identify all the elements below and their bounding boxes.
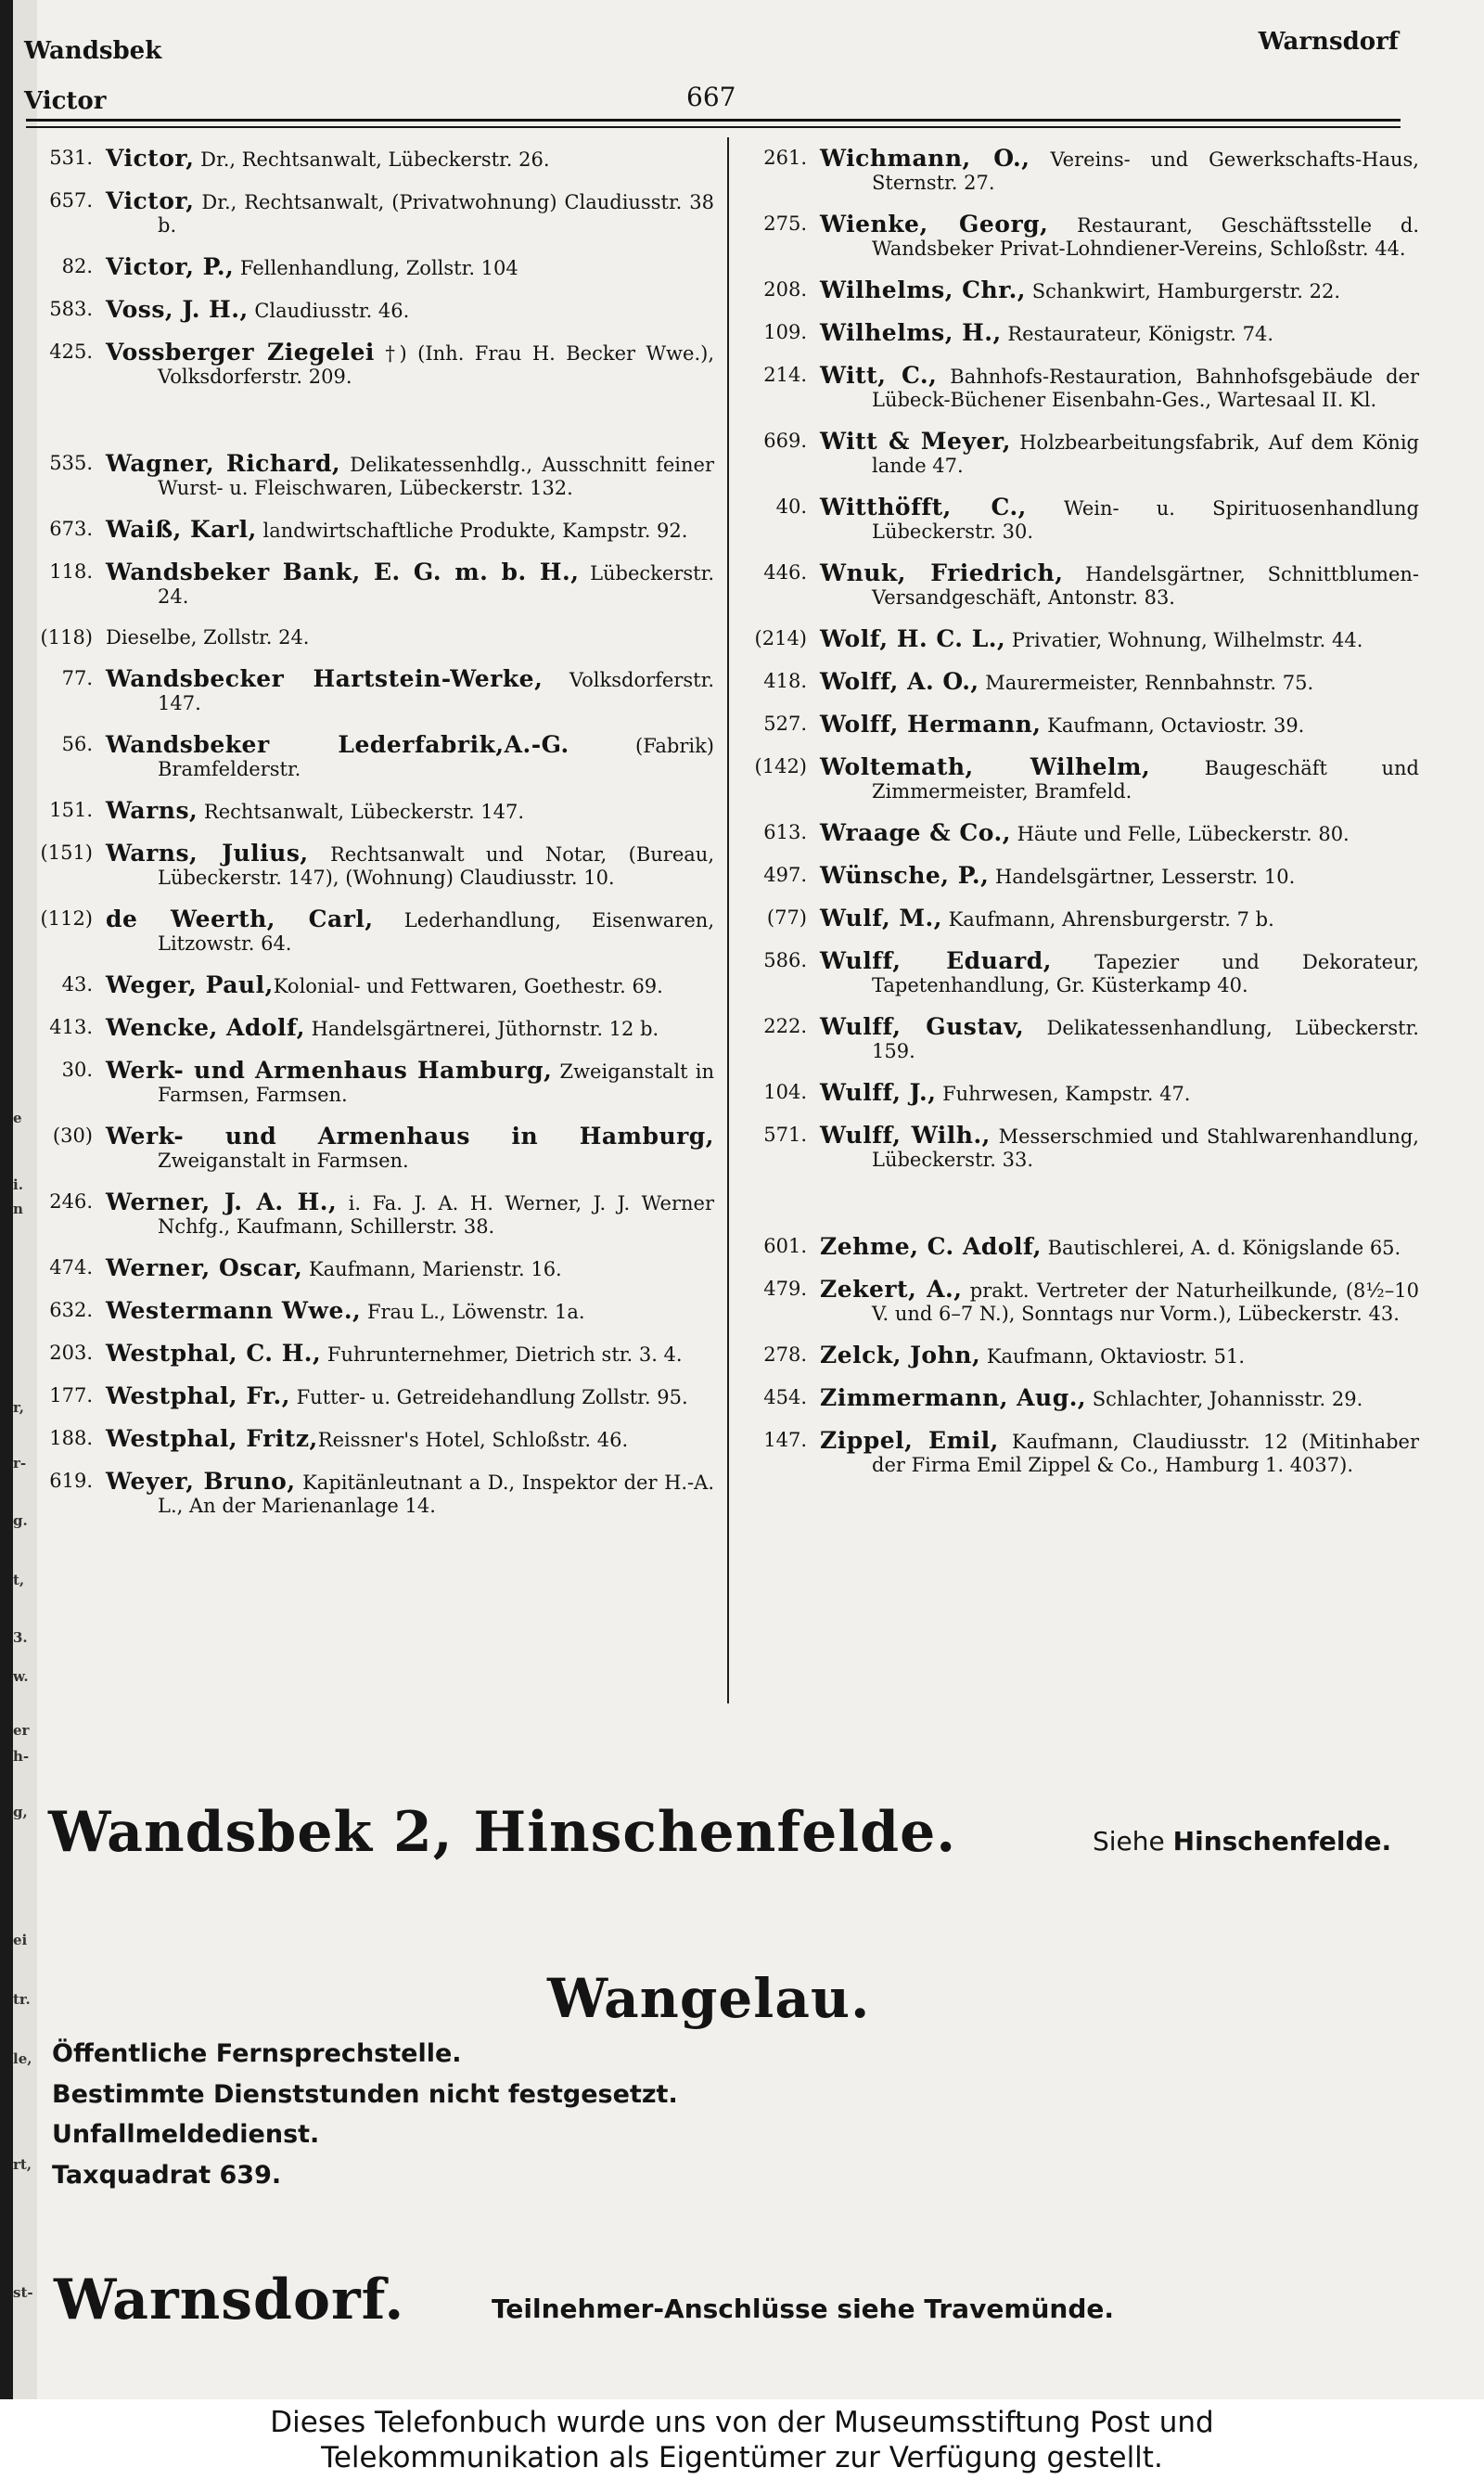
- entry-body: [820, 1429, 1419, 1477]
- entry-details: Reissner's Hotel, Schloßstr. 46.: [317, 1429, 629, 1451]
- subscriber-name: Wilhelms, Chr.,: [820, 276, 1027, 303]
- directory-entry: [28, 907, 714, 956]
- phone-number: (151): [40, 842, 93, 864]
- directory-entry: [28, 1059, 714, 1107]
- subscriber-name: Victor,: [106, 187, 195, 214]
- directory-entry: [28, 1342, 714, 1367]
- subscriber-name: Werner, J. A. H.,: [106, 1189, 338, 1215]
- directory-entry: [28, 1427, 714, 1452]
- subscriber-name: Westphal, C. H.,: [106, 1340, 322, 1367]
- directory-entry: [742, 821, 1419, 846]
- info-line: Öffentliche Fernsprechstelle.: [52, 2039, 462, 2068]
- entry-body: [106, 298, 714, 323]
- entry-body: [820, 364, 1419, 412]
- entry-details: †) (Inh. Frau H. Becker Wwe.), Volksdorferstr. 209.: [158, 342, 714, 388]
- phone-number: 474.: [49, 1256, 93, 1279]
- phone-number: 657.: [49, 189, 93, 212]
- entry-details: Maurermeister, Rennbahnstr. 75.: [979, 672, 1314, 694]
- phone-number: 82.: [61, 255, 93, 277]
- entry-details: Vereins- und Gewerkschafts-Haus, Sternstr. 27.: [872, 148, 1419, 194]
- entry-details: Rechtsanwalt und Notar, (Bureau, Lübeckerstr. 147), (Wohnung) Claudiusstr. 10.: [158, 843, 714, 889]
- phone-number: 613.: [763, 821, 807, 843]
- entry-details: Frau L., Löwenstr. 1a.: [361, 1301, 585, 1323]
- subscriber-name: Zehme, C. Adolf,: [820, 1233, 1042, 1260]
- entry-details: Holzbearbeitungsfabrik, Auf dem König lande 47.: [872, 431, 1419, 477]
- entry-details: Zweiganstalt in Farmsen.: [158, 1150, 409, 1172]
- entry-details: Dieselbe, Zollstr. 24.: [106, 626, 310, 649]
- gutter-fragment: 3.: [13, 1629, 28, 1646]
- entry-body: [106, 1124, 714, 1173]
- gutter-fragment: w.: [13, 1668, 29, 1685]
- entry-details: Schlachter, Johannisstr. 29.: [1086, 1388, 1363, 1410]
- entry-details: Fuhrwesen, Kampstr. 47.: [936, 1083, 1191, 1105]
- phone-number: (77): [766, 906, 807, 929]
- binding-edge: [0, 0, 13, 2399]
- subscriber-name: Wulff, Wilh.,: [820, 1122, 991, 1149]
- entry-details: Dr., Rechtsanwalt, Lübeckerstr. 26.: [194, 148, 550, 171]
- entry-body: [820, 321, 1419, 346]
- directory-entry: [28, 1190, 714, 1239]
- entry-details: Delikatessenhdlg., Ausschnitt feiner Wurst- u. Fleischwaren, Lübeckerstr. 132.: [158, 454, 714, 499]
- entry-details: Kaufmann, Oktaviostr. 51.: [980, 1345, 1246, 1368]
- entry-details: Delikatessenhandlung, Lübeckerstr. 159.: [872, 1017, 1419, 1062]
- directory-entry: [742, 627, 1419, 652]
- subscriber-name: Wienke, Georg,: [820, 211, 1049, 238]
- entry-details: Lübeckerstr. 24.: [158, 562, 714, 608]
- entry-body: [820, 713, 1419, 738]
- gutter-fragment: g.: [13, 1512, 28, 1529]
- header-rule: [26, 119, 1401, 122]
- entry-body: [106, 1059, 714, 1107]
- directory-entry: [742, 430, 1419, 478]
- directory-entry: [28, 973, 714, 998]
- section-title-wangelau: Wangelau.: [547, 1967, 871, 2030]
- entry-body: [106, 1342, 714, 1367]
- directory-entry: [28, 560, 714, 609]
- directory-entry: [742, 906, 1419, 932]
- entry-body: [820, 864, 1419, 889]
- entry-body: [106, 626, 714, 649]
- gutter-fragment: tr.: [13, 1991, 31, 2008]
- entry-body: [106, 973, 714, 998]
- phone-number: 151.: [49, 799, 93, 821]
- gutter-fragment: rt,: [13, 2156, 32, 2173]
- subscriber-name: Wagner, Richard,: [106, 450, 341, 477]
- subscriber-name: Wichmann, O.,: [820, 145, 1030, 172]
- gutter-fragment: st-: [13, 2284, 33, 2301]
- entry-details: Claudiusstr. 46.: [248, 300, 410, 322]
- entry-body: [820, 495, 1419, 544]
- directory-entry: [742, 147, 1419, 195]
- directory-entry: [28, 799, 714, 824]
- gutter-fragment: t,: [13, 1572, 25, 1588]
- directory-entry: [742, 321, 1419, 346]
- entry-details: Lederhandlung, Eisenwaren, Litzowstr. 64.: [158, 909, 714, 955]
- header-first-entry: Victor: [24, 87, 107, 115]
- subscriber-name: Waiß, Karl,: [106, 516, 257, 543]
- phone-number: 56.: [61, 733, 93, 755]
- subscriber-name: Wnuk, Friedrich,: [820, 559, 1064, 586]
- note-reference: Hinschenfelde.: [1172, 1826, 1392, 1857]
- section-note-warnsdorf: Teilnehmer-Anschlüsse siehe Travemünde.: [492, 2294, 1115, 2324]
- phone-number: 147.: [763, 1429, 807, 1451]
- subscriber-name: Victor, P.,: [106, 253, 235, 280]
- directory-entry: [28, 1470, 714, 1518]
- subscriber-name: Wünsche, P.,: [820, 862, 990, 889]
- entry-body: [106, 1427, 714, 1452]
- archive-footer: [0, 2399, 1484, 2480]
- entry-body: [820, 1081, 1419, 1106]
- subscriber-name: Westermann Wwe.,: [106, 1297, 362, 1324]
- subscriber-name: Woltemath, Wilhelm,: [820, 753, 1151, 780]
- subscriber-name: Werk- und Armenhaus in Hamburg,: [106, 1123, 714, 1150]
- directory-entry: [742, 949, 1419, 997]
- phone-number: 583.: [49, 298, 93, 320]
- subscriber-name: Werner, Oscar,: [106, 1254, 303, 1281]
- entry-body: [820, 1386, 1419, 1411]
- footer-line: Telekommunikation als Eigentümer zur Verfügung gestellt.: [321, 2441, 1163, 2474]
- directory-entry: [742, 670, 1419, 695]
- directory-entry: [742, 561, 1419, 610]
- phone-number: 261.: [763, 147, 807, 169]
- entry-details: Schankwirt, Hamburgerstr. 22.: [1026, 280, 1341, 302]
- subscriber-name: Witthöfft, C.,: [820, 494, 1027, 520]
- info-line: Taxquadrat 639.: [52, 2160, 282, 2190]
- directory-entry: [742, 755, 1419, 803]
- entry-body: [820, 430, 1419, 478]
- subscriber-name: Wulff, Gustav,: [820, 1013, 1025, 1040]
- directory-entry: [28, 842, 714, 890]
- phone-number: 673.: [49, 518, 93, 540]
- phone-number: 527.: [763, 713, 807, 735]
- right-column: [742, 147, 1419, 1495]
- column-divider: [727, 137, 729, 1703]
- entry-details: Wein- u. Spirituosenhandlung Lübeckerstr. 30.: [872, 497, 1419, 543]
- entry-details: Futter- u. Getreidehandlung Zollstr. 95.: [289, 1386, 688, 1408]
- phone-number: 246.: [49, 1190, 93, 1213]
- running-header-right: Warnsdorf: [1258, 28, 1399, 56]
- entry-body: [820, 147, 1419, 195]
- subscriber-name: Wulff, Eduard,: [820, 947, 1052, 974]
- phone-number: 278.: [763, 1343, 807, 1366]
- directory-entry: [28, 189, 714, 238]
- phone-number: 118.: [49, 560, 93, 583]
- phone-number: 413.: [49, 1016, 93, 1038]
- subscriber-name: Weger, Paul,: [106, 971, 274, 998]
- phone-number: 188.: [49, 1427, 93, 1449]
- entry-details: landwirtschaftliche Produkte, Kampstr. 92.: [256, 520, 688, 542]
- phone-number: 40.: [775, 495, 807, 518]
- directory-entry: [742, 1386, 1419, 1411]
- directory-entry: [28, 518, 714, 543]
- note-prefix: Siehe: [1093, 1826, 1173, 1857]
- footer-line: Dieses Telefonbuch wurde uns von der Museumsstiftung Post und: [270, 2406, 1214, 2439]
- phone-number: 104.: [763, 1081, 807, 1103]
- entry-body: [106, 1016, 714, 1041]
- entry-body: [106, 452, 714, 500]
- phone-number: 454.: [763, 1386, 807, 1408]
- phone-number: 446.: [763, 561, 807, 584]
- section-title-wandsbek-2: Wandsbek 2, Hinschenfelde.: [48, 1800, 957, 1865]
- entry-body: [820, 1278, 1419, 1326]
- entry-body: [820, 1124, 1419, 1172]
- entry-body: [106, 147, 714, 172]
- phone-number: 497.: [763, 864, 807, 886]
- entry-details: i. Fa. J. A. H. Werner, J. J. Werner Nchfg., Kaufmann, Schillerstr. 38.: [158, 1192, 714, 1238]
- entry-details: Kaufmann, Claudiusstr. 12 (Mitinhaber der Firma Emil Zippel & Co., Hamburg 1. 4037).: [872, 1431, 1420, 1476]
- gutter-fragment: r,: [13, 1399, 25, 1416]
- header-city: Wandsbek: [24, 37, 162, 65]
- info-line: Bestimmte Dienststunden nicht festgesetzt.: [52, 2079, 678, 2109]
- directory-entry: [28, 1016, 714, 1041]
- directory-entry: [28, 733, 714, 781]
- entry-body: [820, 821, 1419, 846]
- directory-entry: [28, 1299, 714, 1324]
- subscriber-name: Vossberger Ziegelei: [106, 339, 375, 366]
- subscriber-name: Warns, Julius,: [106, 840, 309, 867]
- entry-details: Kaufmann, Marienstr. 16.: [302, 1258, 562, 1280]
- directory-entry: [28, 626, 714, 649]
- entry-details: Handelsgärtner, Lesserstr. 10.: [989, 866, 1296, 888]
- entry-details: Privatier, Wohnung, Wilhelmstr. 44.: [1005, 629, 1363, 651]
- subscriber-name: Zekert, A.,: [820, 1276, 963, 1303]
- directory-entry: [28, 255, 714, 280]
- phone-number: (30): [52, 1124, 93, 1147]
- subscriber-name: Wolff, A. O.,: [820, 668, 979, 695]
- directory-entry: [742, 1015, 1419, 1063]
- gutter-fragment: r-: [13, 1455, 27, 1471]
- entry-body: [106, 667, 714, 715]
- entry-body: [106, 1190, 714, 1239]
- directory-entry: [742, 1278, 1419, 1326]
- entry-body: [820, 561, 1419, 610]
- subscriber-name: Zelck, John,: [820, 1342, 981, 1368]
- entry-body: [820, 949, 1419, 997]
- phone-number: 601.: [763, 1235, 807, 1257]
- phone-number: 30.: [61, 1059, 93, 1081]
- entry-details: (Fabrik) Bramfelderstr.: [158, 735, 714, 780]
- subscriber-name: Wolf, H. C. L.,: [820, 625, 1006, 652]
- entry-details: Handelsgärtnerei, Jüthornstr. 12 b.: [304, 1018, 659, 1040]
- subscriber-name: Zimmermann, Aug.,: [820, 1384, 1087, 1411]
- entry-body: [820, 1343, 1419, 1368]
- entry-details: Messerschmied und Stahlwarenhandlung, Lübeckerstr. 33.: [872, 1125, 1419, 1171]
- directory-entry: [28, 147, 714, 172]
- entry-body: [106, 1470, 714, 1518]
- phone-number: 535.: [49, 452, 93, 474]
- entry-body: [820, 1235, 1419, 1260]
- entry-body: [106, 518, 714, 543]
- entry-body: [820, 212, 1419, 261]
- entry-details: Baugeschäft und Zimmermeister, Bramfeld.: [872, 757, 1419, 803]
- gutter-fragment: h-: [13, 1748, 30, 1765]
- left-column: [28, 147, 714, 1536]
- phone-number: (112): [40, 907, 93, 930]
- phone-number: 619.: [49, 1470, 93, 1492]
- subscriber-name: Voss, J. H.,: [106, 296, 249, 323]
- directory-entry: [742, 495, 1419, 544]
- subscriber-name: Westphal, Fr.,: [106, 1382, 290, 1409]
- directory-entry: [742, 212, 1419, 261]
- phone-number: 531.: [49, 147, 93, 169]
- phone-number: 109.: [763, 321, 807, 343]
- entry-details: Dr., Rechtsanwalt, (Privatwohnung) Claudiusstr. 38 b.: [158, 191, 714, 237]
- entry-details: Restaurateur, Königstr. 74.: [1001, 323, 1274, 345]
- entry-body: [106, 1384, 714, 1409]
- entry-details: Bahnhofs-Restauration, Bahnhofsgebäude der Lübeck-Büchener Eisenbahn-Ges., Wartesaal II. Kl.: [872, 366, 1419, 411]
- subscriber-name: Wulff, J.,: [820, 1079, 937, 1106]
- phone-number: 43.: [61, 973, 93, 996]
- phone-number: (118): [40, 626, 93, 649]
- entry-details: Häute und Felle, Lübeckerstr. 80.: [1010, 823, 1350, 845]
- phone-number: 571.: [763, 1124, 807, 1146]
- entry-details: Kaufmann, Octaviostr. 39.: [1041, 714, 1305, 737]
- wangelau-info: [52, 2034, 678, 2195]
- subscriber-name: Westphal, Fritz,: [106, 1425, 318, 1452]
- directory-entry: [742, 364, 1419, 412]
- subscriber-name: Wandsbecker Hartstein-Werke,: [106, 665, 544, 692]
- phone-number: 208.: [763, 278, 807, 301]
- entry-details: Rechtsanwalt, Lübeckerstr. 147.: [198, 801, 525, 823]
- subscriber-name: Wraage & Co.,: [820, 819, 1011, 846]
- entry-body: [106, 799, 714, 824]
- entry-body: [106, 842, 714, 890]
- phone-number: (214): [754, 627, 807, 649]
- subscriber-name: Weyer, Bruno,: [106, 1468, 296, 1495]
- phone-number: 586.: [763, 949, 807, 971]
- entry-body: [820, 627, 1419, 652]
- entry-details: prakt. Vertreter der Naturheilkunde, (8½–10 V. und 6–7 N.), Sonntags nur Vorm.), Lübeckerstr. 43.: [872, 1279, 1419, 1325]
- directory-entry: [28, 1124, 714, 1173]
- subscriber-name: de Weerth, Carl,: [106, 906, 374, 932]
- subscriber-name: Wandsbeker Bank, E. G. m. b. H.,: [106, 559, 580, 585]
- subscriber-name: Wolff, Hermann,: [820, 711, 1042, 738]
- entry-details: Kolonial- und Fettwaren, Goethestr. 69.: [273, 975, 663, 997]
- entry-body: [106, 255, 714, 280]
- phone-number: 177.: [49, 1384, 93, 1407]
- subscriber-name: Witt & Meyer,: [820, 428, 1011, 455]
- phone-number: 479.: [763, 1278, 807, 1300]
- directory-entry: [28, 341, 714, 389]
- subscriber-name: Victor,: [106, 145, 195, 172]
- directory-entry: [28, 1256, 714, 1281]
- entry-body: [106, 1256, 714, 1281]
- info-line: Unfallmeldedienst.: [52, 2120, 320, 2149]
- gutter-fragment: ei: [13, 1932, 28, 1948]
- entry-body: [106, 1299, 714, 1324]
- directory-entry: [742, 278, 1419, 303]
- subscriber-name: Wencke, Adolf,: [106, 1014, 305, 1041]
- header-rule-thin: [26, 126, 1401, 128]
- directory-entry: [742, 1343, 1419, 1368]
- entry-details: Fuhrunternehmer, Dietrich str. 3. 4.: [321, 1343, 683, 1366]
- subscriber-name: Witt, C.,: [820, 362, 938, 389]
- entry-details: Zweiganstalt in Farmsen, Farmsen.: [158, 1060, 714, 1106]
- page-number: 667: [686, 82, 736, 112]
- subscriber-name: Werk- und Armenhaus Hamburg,: [106, 1057, 553, 1084]
- gutter-fragment: i.: [13, 1176, 23, 1193]
- directory-entry: [28, 667, 714, 715]
- subscriber-name: Zippel, Emil,: [820, 1427, 999, 1454]
- entry-body: [820, 670, 1419, 695]
- directory-entry: [742, 1124, 1419, 1172]
- entry-body: [820, 755, 1419, 803]
- phone-number: 203.: [49, 1342, 93, 1364]
- gutter-fragment: le,: [13, 2050, 32, 2067]
- subscriber-name: Wandsbeker Lederfabrik,A.-G.: [106, 731, 569, 758]
- phone-number: 669.: [763, 430, 807, 452]
- directory-entry: [28, 298, 714, 323]
- entry-details: Kapitänleutnant a D., Inspektor der H.-A. L., An der Marienanlage 14.: [158, 1471, 714, 1517]
- phone-number: 214.: [763, 364, 807, 386]
- phone-number: 275.: [763, 212, 807, 235]
- entry-body: [106, 341, 714, 389]
- directory-entry: [28, 452, 714, 500]
- directory-entry: [28, 1384, 714, 1409]
- subscriber-name: Wilhelms, H.,: [820, 319, 1002, 346]
- entry-body: [106, 189, 714, 238]
- phone-number: 222.: [763, 1015, 807, 1037]
- section-note-wandsbek-2: [1093, 1826, 1391, 1857]
- directory-entry: [742, 1081, 1419, 1106]
- subscriber-name: Warns,: [106, 797, 198, 824]
- entry-details: Volksdorferstr. 147.: [158, 669, 715, 714]
- entry-details: Kaufmann, Ahrensburgerstr. 7 b.: [941, 908, 1274, 931]
- directory-entry: [742, 1429, 1419, 1477]
- running-header-left: [24, 39, 161, 113]
- phone-number: 77.: [61, 667, 93, 689]
- entry-details: Fellenhandlung, Zollstr. 104: [234, 257, 518, 279]
- phone-number: 425.: [49, 341, 93, 363]
- entry-details: Restaurant, Geschäftsstelle d. Wandsbeker Privat-Lohndiener-Vereins, Schloßstr. 44.: [872, 214, 1419, 260]
- phone-number: (142): [754, 755, 807, 777]
- entry-body: [820, 1015, 1419, 1063]
- entry-details: Handelsgärtner, Schnittblumen-Versandgeschäft, Antonstr. 83.: [872, 563, 1420, 609]
- section-title-warnsdorf: Warnsdorf.: [54, 2268, 405, 2332]
- phone-number: 632.: [49, 1299, 93, 1321]
- entry-details: Bautischlerei, A. d. Königslande 65.: [1041, 1237, 1401, 1259]
- gutter-fragment: e: [13, 1110, 22, 1126]
- directory-entry: [742, 1235, 1419, 1260]
- entry-body: [106, 560, 714, 609]
- subscriber-name: Wulf, M.,: [820, 905, 942, 932]
- directory-entry: [742, 713, 1419, 738]
- entry-body: [106, 733, 714, 781]
- entry-body: [106, 907, 714, 956]
- entry-details: Tapezier und Dekorateur, Tapetenhandlung, Gr. Küsterkamp 40.: [872, 951, 1419, 996]
- gutter-fragment: g,: [13, 1804, 28, 1820]
- phone-number: 418.: [763, 670, 807, 692]
- gutter-fragment: er: [13, 1722, 30, 1739]
- gutter-fragment: n: [13, 1201, 23, 1217]
- entry-body: [820, 278, 1419, 303]
- entry-body: [820, 906, 1419, 932]
- directory-entry: [742, 864, 1419, 889]
